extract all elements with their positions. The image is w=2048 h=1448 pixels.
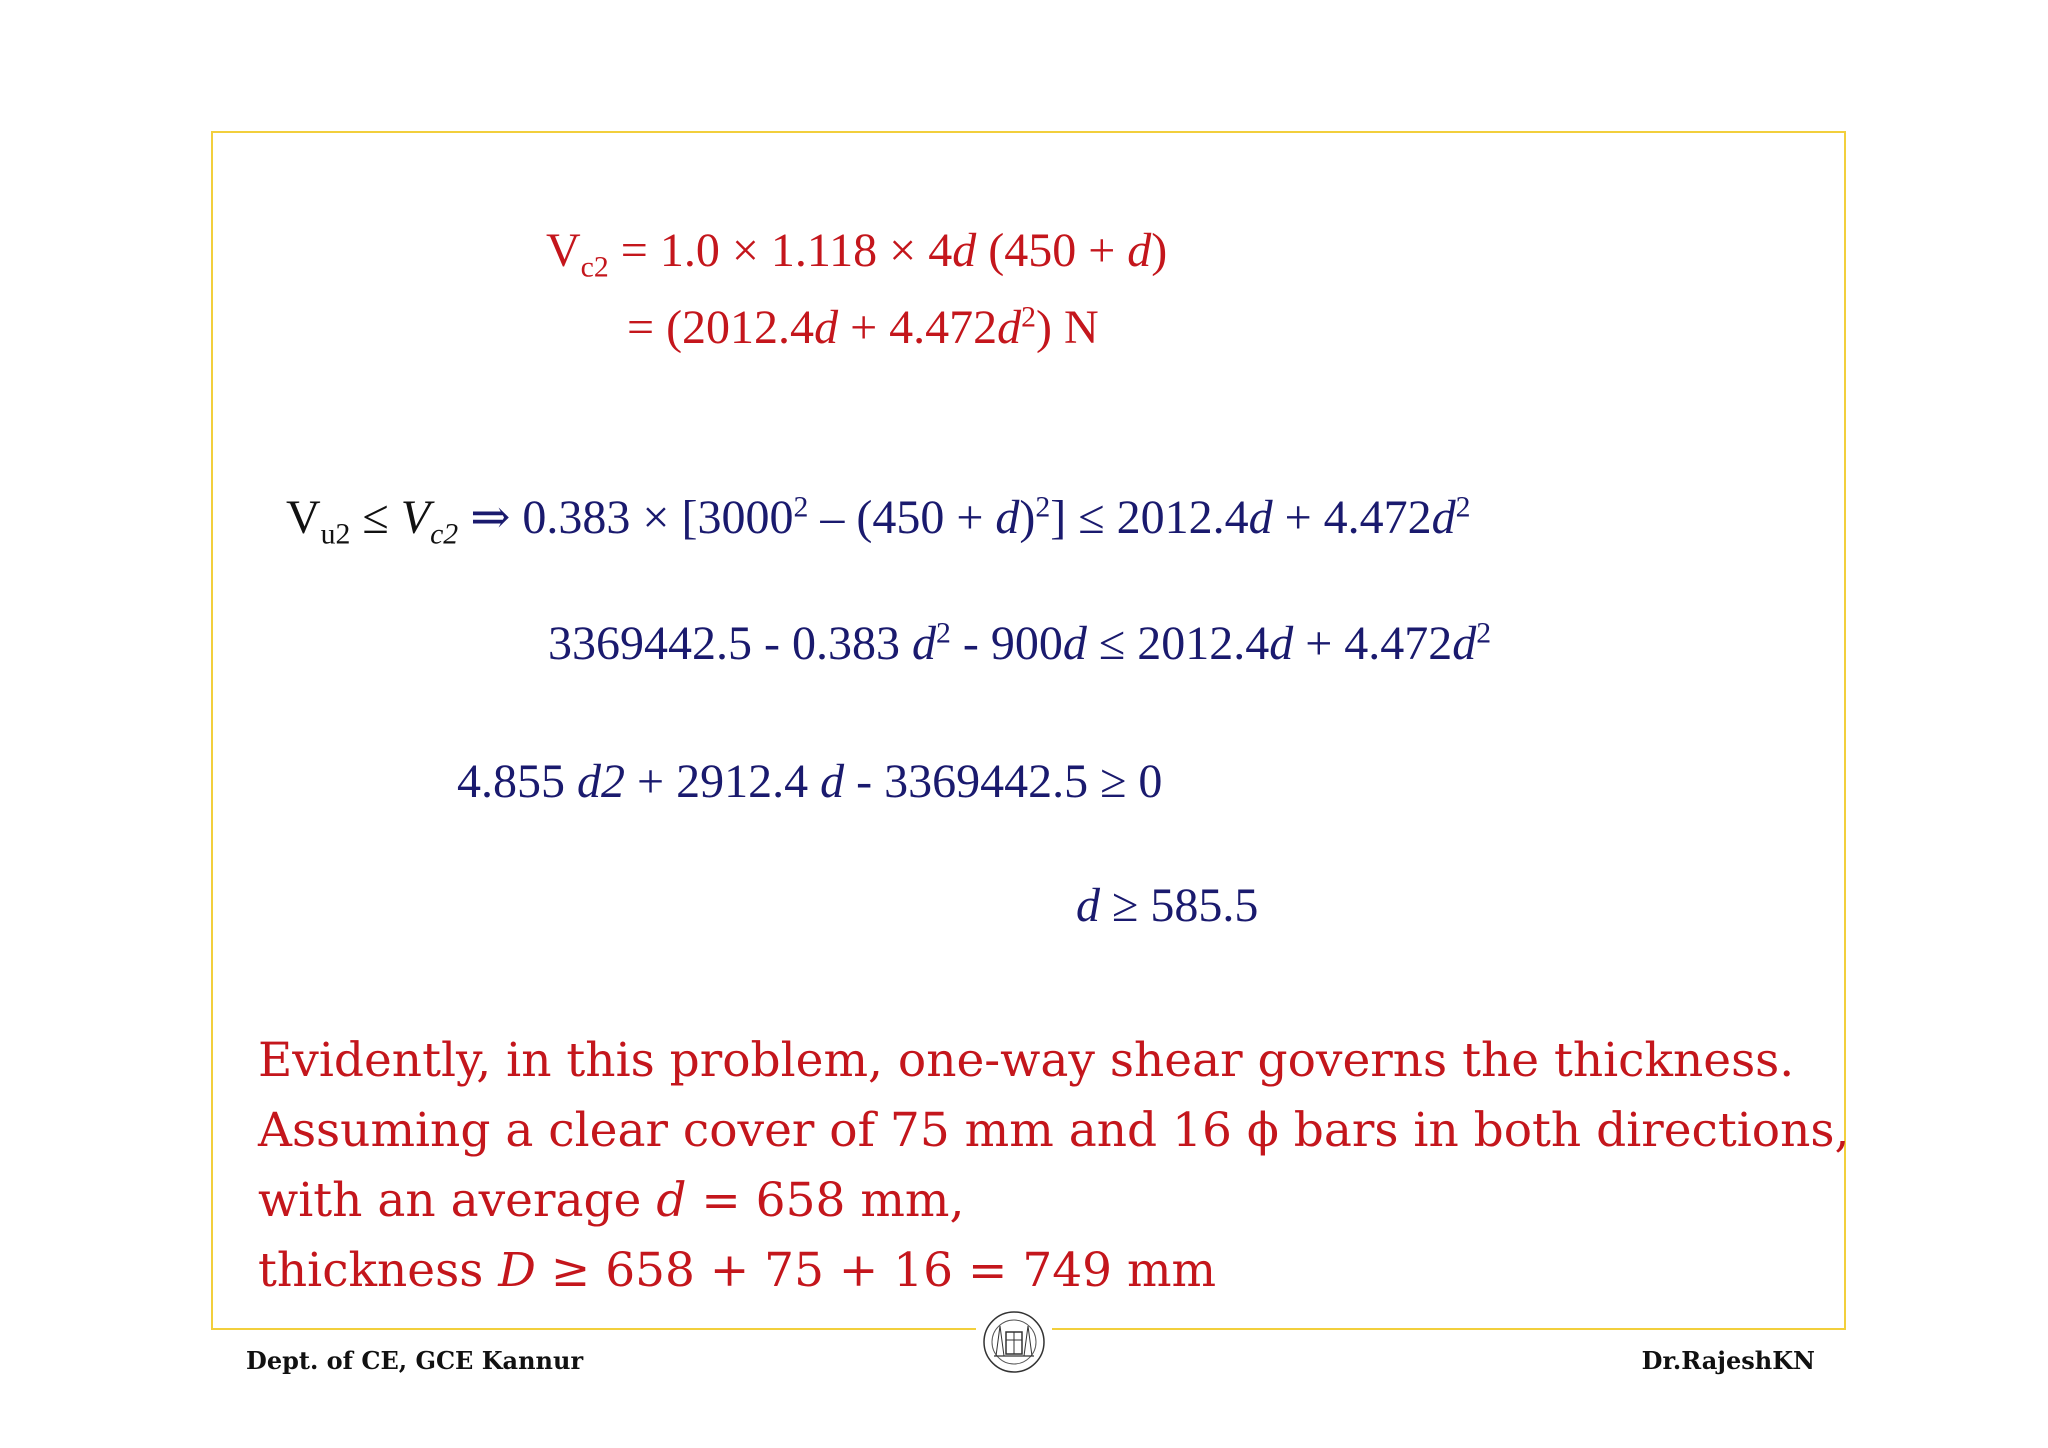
equation-expanded-inequality: 3369442.5 - 0.383 $d^2 - 900d \le 2012.4d + 4.472d^2$: [548, 616, 1492, 670]
college-emblem-icon: [978, 1306, 1050, 1378]
footer-author: Dr.RajeshKN: [1641, 1346, 1815, 1375]
conclusion-paragraph: [258, 1026, 1849, 1306]
conclusion-line-4: thickness D ≥ 658 + 75 + 16 = 749 mm: [258, 1243, 1217, 1298]
equation-vc2: $V_{c2} = 1.0 \times 1.118 \times 4d$ (450 + d): [546, 224, 1168, 284]
conclusion-line-3: with an average d = 658 mm,: [258, 1173, 965, 1228]
equation-result: d ≥ 585.5: [1076, 879, 1259, 932]
conclusion-line-2: Assuming a clear cover of 75 mm and 16 ϕ bars in both directions,: [258, 1103, 1850, 1158]
equation-shear-inequality: $V_{u2} \le V_{c2}$ ⇒ $0.383 \times [3000^2 - (450 + d)^2] \le 2012.4d + 4.472d^2$: [286, 490, 1471, 551]
footer-department: Dept. of CE, GCE Kannur: [246, 1346, 584, 1375]
equation-vc2-expanded: = $(2012.4d + 4.472d^2)$ N: [627, 300, 1099, 354]
equation-quadratic: 4.855 d2 + 2912.4 d - 3369442.5 ≥ 0: [457, 755, 1163, 808]
conclusion-line-1: Evidently, in this problem, one-way shear governs the thickness.: [258, 1033, 1795, 1088]
